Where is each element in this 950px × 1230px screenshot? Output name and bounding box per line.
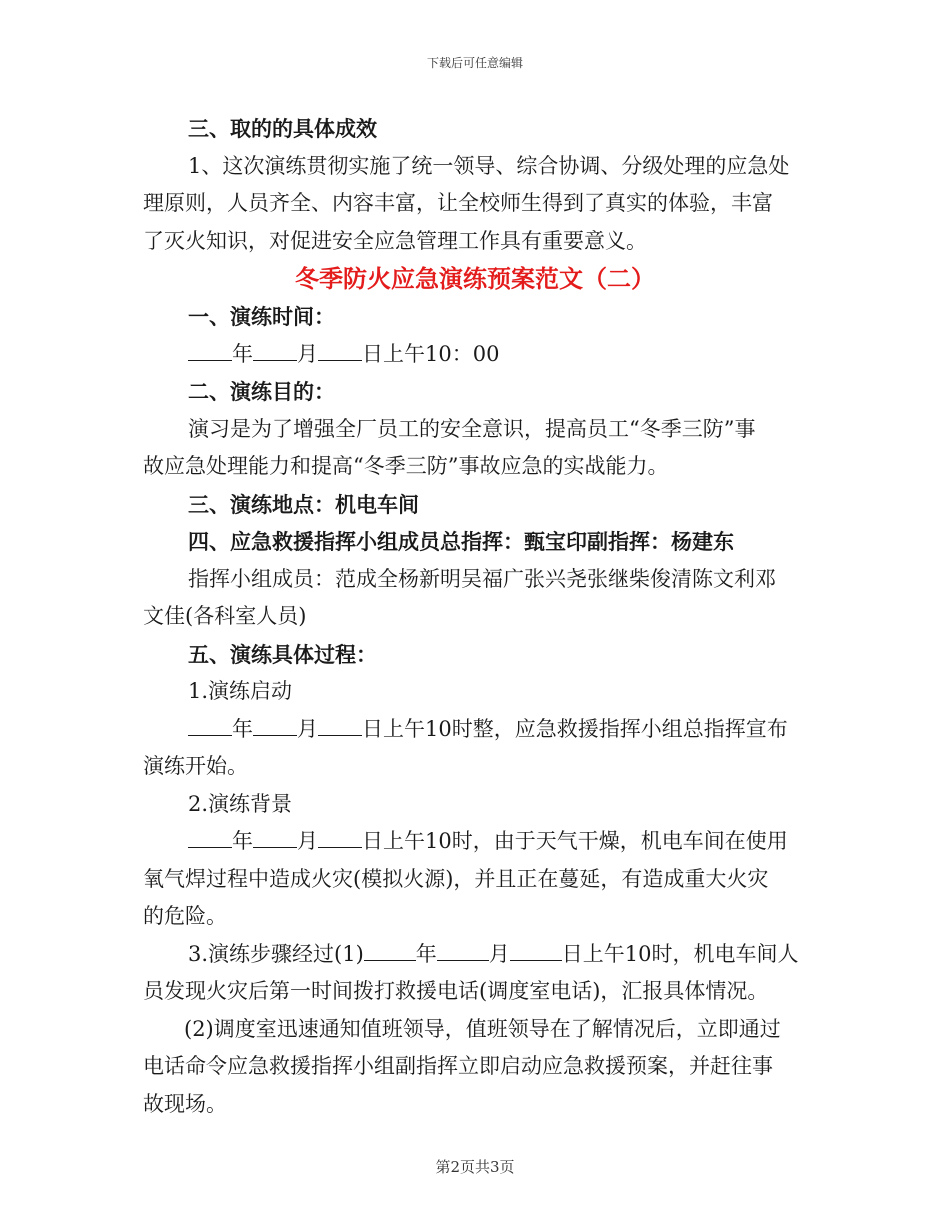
blank-field: [318, 829, 362, 848]
section-heading-time: 一、演练时间：: [188, 304, 335, 329]
step-line: [143, 711, 807, 749]
month-label: 月: [297, 829, 318, 853]
section-heading-process: 五、演练具体过程：: [188, 641, 377, 667]
paragraph-line: 氧气焊过程中造成火灾(模拟火源)，并且正在蔓延，有造成重大火灾: [143, 866, 769, 891]
paragraph-line: 的危险。: [143, 904, 227, 928]
paragraph-line: 指挥小组成员：范成全杨新明吴福广张兴尧张继柴俊清陈文利邓: [188, 566, 776, 591]
page-footer: 第2页共3页: [435, 1158, 515, 1176]
step-line: [143, 936, 807, 974]
document-body: [143, 110, 807, 1123]
step-text: 日上午10时整，应急救援指挥小组总指挥宣布: [362, 716, 788, 741]
day-time-label: 日上午10：00: [362, 341, 500, 366]
paragraph-line: 了灭火知识，对促进安全应急管理工作具有重要意义。: [143, 228, 647, 253]
blank-field: [188, 717, 232, 736]
blank-field: [188, 342, 232, 361]
blank-field: [253, 342, 297, 361]
blank-field: [318, 342, 362, 361]
year-label: 年: [232, 829, 253, 853]
blank-field: [510, 942, 562, 961]
paragraph-line: 故现场。: [143, 1091, 227, 1116]
step-text: 3.演练步骤经过(1): [188, 941, 364, 966]
page-header: 下载后可任意编辑: [426, 56, 523, 70]
blank-field: [437, 942, 489, 961]
paragraph-line: 故应急处理能力和提高“冬季三防”事故应急的实战能力。: [143, 454, 669, 478]
step-line: [143, 823, 807, 861]
paragraph-line: 演习是为了增强全厂员工的安全意识，提高员工“冬季三防”事: [188, 416, 756, 441]
blank-field: [188, 829, 232, 848]
blank-field: [253, 717, 297, 736]
blank-field: [318, 717, 362, 736]
blank-field: [364, 942, 416, 961]
paragraph-line: 1、这次演练贯彻实施了统一领导、综合协调、分级处理的应急处: [188, 153, 790, 178]
year-label: 年: [232, 341, 253, 366]
month-label: 月: [488, 941, 510, 966]
month-label: 月: [297, 716, 318, 741]
section-heading-purpose: 二、演练目的：: [188, 379, 335, 404]
step-title: 1.演练启动: [188, 679, 293, 703]
section-heading-location: 三、演练地点：机电车间: [188, 491, 419, 517]
year-label: 年: [232, 716, 253, 741]
blank-field: [253, 829, 297, 848]
paragraph-line: 文佳(各科室人员): [143, 604, 307, 628]
step-text: 日上午10时，由于天气干燥，机电车间在使用: [362, 829, 788, 853]
section-heading-results: 三、取的的具体成效: [188, 116, 377, 141]
paragraph-line: (2)调度室迅速通知值班领导，值班领导在了解情况后，立即通过: [184, 1016, 781, 1041]
year-label: 年: [415, 941, 437, 966]
paragraph-line: 员发现火灾后第一时间拨打救援电话(调度室电话)，汇报具体情况。: [143, 979, 769, 1003]
section-heading-command: 四、应急救援指挥小组成员总指挥：甄宝印副指挥：杨建东: [188, 529, 734, 554]
month-label: 月: [297, 341, 318, 366]
drill-time-line: [143, 336, 807, 374]
step-text: 日上午10时，机电车间人: [561, 941, 799, 966]
paragraph-line: 电话命令应急救援指挥小组副指挥立即启动应急救援预案，并赶往事: [143, 1054, 773, 1078]
document-title: 冬季防火应急演练预案范文（二）: [295, 264, 655, 293]
paragraph-line: 理原则，人员齐全、内容丰富，让全校师生得到了真实的体验，丰富: [143, 191, 773, 215]
step-title: 2.演练背景: [188, 791, 293, 816]
paragraph-line: 演练开始。: [143, 754, 248, 778]
